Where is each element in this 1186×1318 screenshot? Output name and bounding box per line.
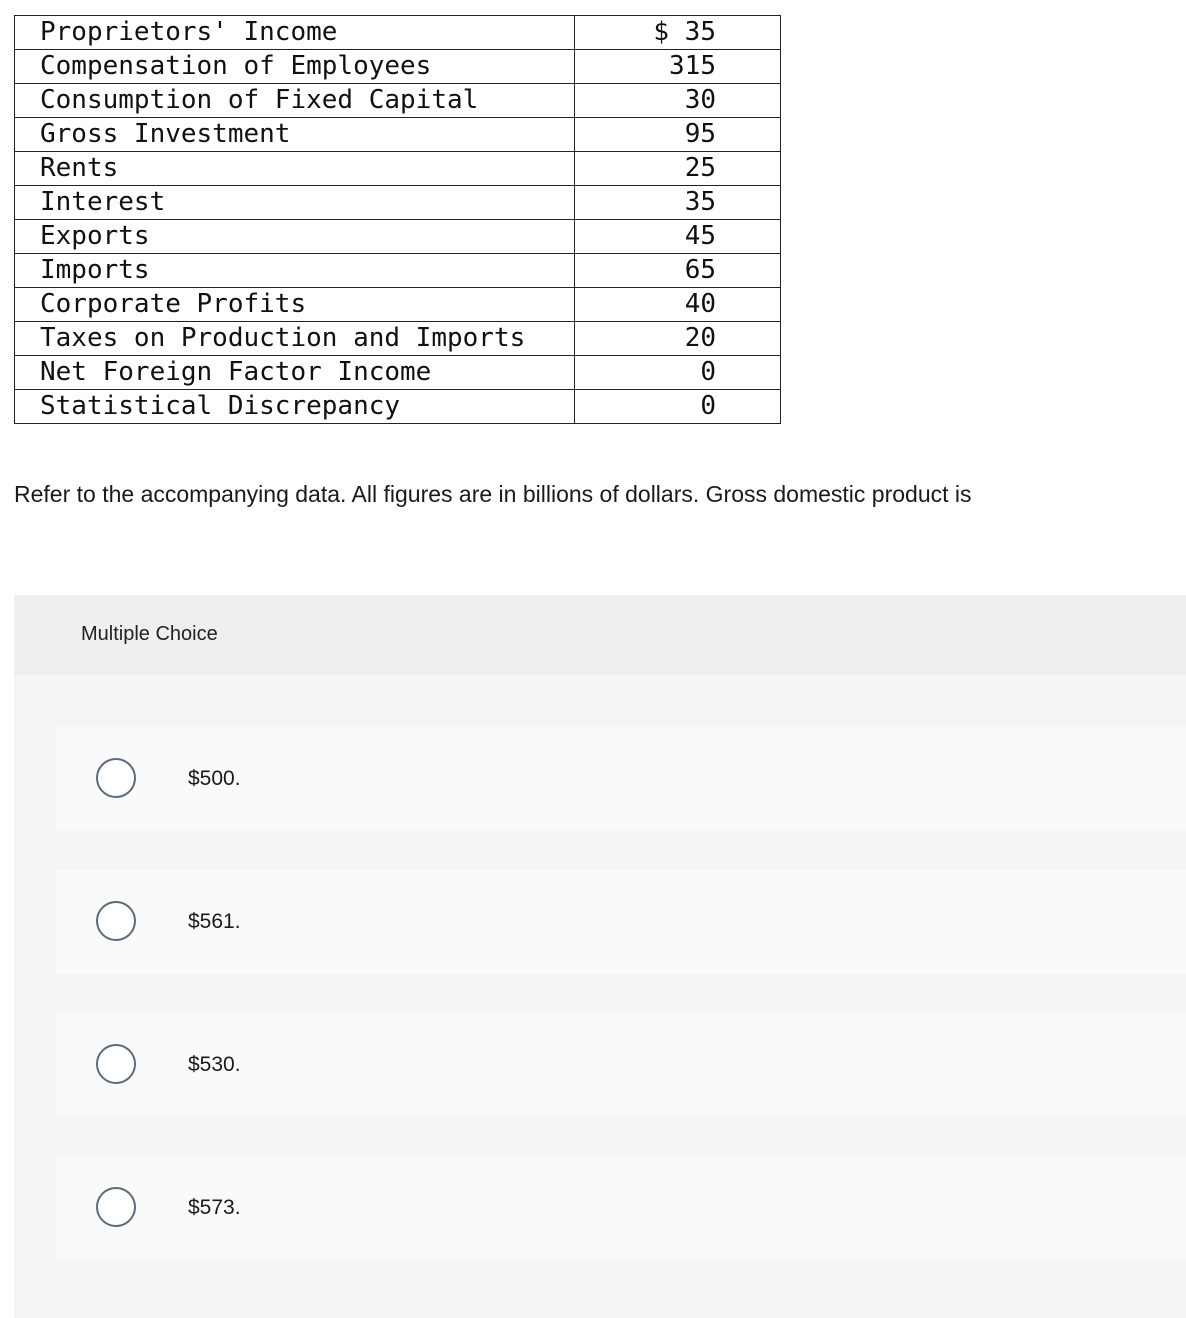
answer-option-label: $500. <box>188 767 241 790</box>
radio-button[interactable] <box>96 758 136 798</box>
row-label: Proprietors' Income <box>15 16 575 50</box>
table-row <box>15 152 781 186</box>
radio-button[interactable] <box>96 1187 136 1227</box>
answer-option[interactable] <box>56 1013 1186 1117</box>
row-value: 315 <box>575 50 781 84</box>
table-row <box>15 288 781 322</box>
row-value: 25 <box>575 152 781 186</box>
row-label: Compensation of Employees <box>15 50 575 84</box>
table-row <box>15 50 781 84</box>
answer-option-label: $561. <box>188 910 241 933</box>
row-value: 35 <box>575 186 781 220</box>
row-value: 0 <box>575 356 781 390</box>
radio-button[interactable] <box>96 1044 136 1084</box>
radio-button[interactable] <box>96 901 136 941</box>
row-label: Imports <box>15 254 575 288</box>
row-label: Statistical Discrepancy <box>15 390 575 424</box>
answer-option-label: $573. <box>188 1196 241 1219</box>
table-row <box>15 186 781 220</box>
table-row <box>15 84 781 118</box>
table-row <box>15 390 781 424</box>
row-value: 0 <box>575 390 781 424</box>
data-table <box>14 15 781 424</box>
answer-option[interactable] <box>56 727 1186 831</box>
table-row <box>15 356 781 390</box>
row-label: Rents <box>15 152 575 186</box>
row-label: Corporate Profits <box>15 288 575 322</box>
row-value: 40 <box>575 288 781 322</box>
multiple-choice-header <box>14 595 1186 675</box>
row-value: $ 35 <box>575 16 781 50</box>
multiple-choice-panel <box>14 595 1186 1318</box>
row-label: Exports <box>15 220 575 254</box>
row-label: Taxes on Production and Imports <box>15 322 575 356</box>
row-label: Consumption of Fixed Capital <box>15 84 575 118</box>
table-row <box>15 322 781 356</box>
row-value: 95 <box>575 118 781 152</box>
answer-option[interactable] <box>56 870 1186 974</box>
multiple-choice-title: Multiple Choice <box>81 623 218 645</box>
table-row <box>15 16 781 50</box>
row-value: 20 <box>575 322 781 356</box>
row-value: 30 <box>575 84 781 118</box>
question-text: Refer to the accompanying data. All figures are in billions of dollars. Gross domestic product is <box>14 481 972 507</box>
row-value: 45 <box>575 220 781 254</box>
answer-option[interactable] <box>56 1156 1186 1260</box>
table-row <box>15 220 781 254</box>
table-row <box>15 254 781 288</box>
answer-option-label: $530. <box>188 1053 241 1076</box>
row-label: Net Foreign Factor Income <box>15 356 575 390</box>
row-label: Gross Investment <box>15 118 575 152</box>
row-label: Interest <box>15 186 575 220</box>
table-row <box>15 118 781 152</box>
row-value: 65 <box>575 254 781 288</box>
